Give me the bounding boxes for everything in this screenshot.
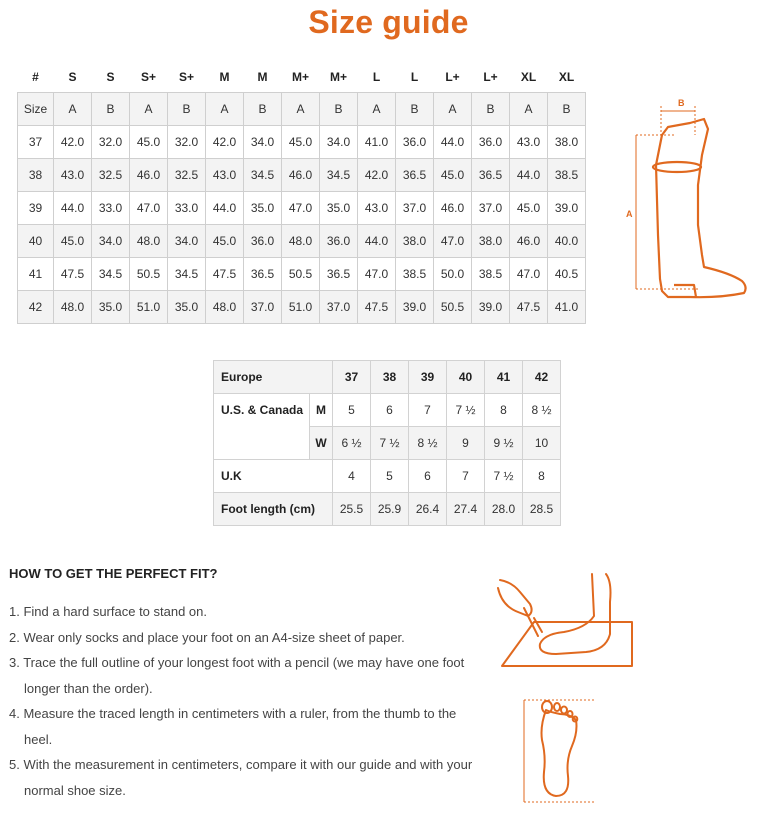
us-men-cell: 7 ½ (447, 394, 485, 427)
measurement-cell: 48.0 (282, 225, 320, 258)
measurement-cell: 38.0 (472, 225, 510, 258)
us-women-cell: 9 ½ (485, 427, 523, 460)
measurement-cell: A (206, 93, 244, 126)
measurement-cell: B (320, 93, 358, 126)
fit-step: 2. Wear only socks and place your foot on an A4-size sheet of paper. (9, 629, 405, 645)
measurement-cell: A (434, 93, 472, 126)
measurement-cell: 39.0 (396, 291, 434, 324)
measurement-cell: 34.5 (244, 159, 282, 192)
measurement-cell: 36.0 (396, 126, 434, 159)
foot-length-label: Foot length (cm) (214, 493, 333, 526)
measurement-cell: 33.0 (168, 192, 206, 225)
measurement-cell: 47.0 (130, 192, 168, 225)
europe-cell: 42 (523, 361, 561, 394)
measurement-cell: 44.0 (434, 126, 472, 159)
measurement-cell: 45.0 (434, 159, 472, 192)
measurement-cell: 43.0 (358, 192, 396, 225)
measurement-cell: 51.0 (130, 291, 168, 324)
size-label-cell: 37 (18, 126, 54, 159)
measurement-cell: 41.0 (358, 126, 396, 159)
model-column-header: L+ (483, 69, 498, 84)
model-column-header: S (68, 69, 77, 84)
measurement-cell: 46.0 (282, 159, 320, 192)
europe-cell: 41 (485, 361, 523, 394)
size-label-cell: 41 (18, 258, 54, 291)
measurement-cell: 45.0 (510, 192, 548, 225)
measurement-cell: 42.0 (54, 126, 92, 159)
shoe-size-conversion-table (213, 360, 561, 526)
foot-length-cell: 28.5 (523, 493, 561, 526)
men-label: M (310, 394, 333, 427)
measurement-cell: 36.0 (320, 225, 358, 258)
model-column-header: XL (520, 69, 537, 84)
measurement-cell: 47.0 (282, 192, 320, 225)
measurement-cell: 40.0 (548, 225, 586, 258)
measurement-cell: 32.5 (168, 159, 206, 192)
us-canada-label: U.S. & Canada (214, 394, 310, 460)
uk-cell: 8 (523, 460, 561, 493)
us-men-cell: 7 (409, 394, 447, 427)
boot-diagram (620, 95, 755, 305)
size-label-cell: 39 (18, 192, 54, 225)
measurement-cell: 47.0 (510, 258, 548, 291)
measurement-cell: 36.0 (244, 225, 282, 258)
boot-outline (653, 119, 746, 297)
measurement-cell: 50.5 (434, 291, 472, 324)
measurement-cell: 35.0 (320, 192, 358, 225)
model-column-header: S (106, 69, 115, 84)
measurement-cell: B (244, 93, 282, 126)
page-title: Size guide (308, 4, 469, 40)
europe-cell: 38 (371, 361, 409, 394)
measurement-cell: 37.0 (244, 291, 282, 324)
model-column-header: M (257, 69, 268, 84)
foot-length-cell: 28.0 (485, 493, 523, 526)
foot-length-cell: 27.4 (447, 493, 485, 526)
measurement-cell: 44.0 (54, 192, 92, 225)
measurement-cell: 43.0 (54, 159, 92, 192)
measurement-cell: 43.0 (510, 126, 548, 159)
measurement-cell: 45.0 (282, 126, 320, 159)
measurement-cell: 50.5 (130, 258, 168, 291)
size-row (18, 159, 586, 192)
us-men-cell: 8 ½ (523, 394, 561, 427)
measurement-cell: 38.5 (396, 258, 434, 291)
model-column-header: M+ (291, 69, 309, 84)
measurement-cell: 39.0 (548, 192, 586, 225)
europe-label: Europe (214, 361, 333, 394)
measurement-cell: 47.5 (54, 258, 92, 291)
measurement-cell: 46.0 (434, 192, 472, 225)
measurement-cell: 48.0 (130, 225, 168, 258)
size-label-cell: 40 (18, 225, 54, 258)
fit-step: 4. Measure the traced length in centimeters with a ruler, from the thumb to the heel. (9, 706, 457, 747)
measurement-cell: B (548, 93, 586, 126)
measurement-cell: 32.0 (168, 126, 206, 159)
size-row (18, 258, 586, 291)
measurement-cell: 36.5 (396, 159, 434, 192)
us-men-cell: 8 (485, 394, 523, 427)
foot-length-row (214, 493, 561, 526)
measurement-cell: 37.0 (396, 192, 434, 225)
measurement-cell: 46.0 (510, 225, 548, 258)
uk-row (214, 460, 561, 493)
foot-sole-outline (542, 701, 578, 796)
measurement-cell: 43.0 (206, 159, 244, 192)
size-row (18, 126, 586, 159)
foot-shape (540, 574, 611, 654)
measurement-cell: 46.0 (130, 159, 168, 192)
measurement-cell: 34.5 (320, 159, 358, 192)
measurement-cell: B (92, 93, 130, 126)
measurement-cell: A (510, 93, 548, 126)
size-table-header (18, 61, 586, 93)
boot-size-table (17, 61, 586, 324)
measurement-cell: B (396, 93, 434, 126)
measurement-cell: 33.0 (92, 192, 130, 225)
hand-shape (498, 580, 532, 616)
size-column-header: # (32, 69, 39, 84)
model-column-header: L (372, 69, 381, 84)
foot-length-cell: 26.4 (409, 493, 447, 526)
measure-label-row (18, 93, 586, 126)
measurement-cell: 42.0 (206, 126, 244, 159)
uk-cell: 6 (409, 460, 447, 493)
boot-label-a: A (626, 209, 633, 219)
measurement-cell: 34.0 (92, 225, 130, 258)
fit-section-title: HOW TO GET THE PERFECT FIT? (9, 566, 218, 581)
fit-steps-list (9, 599, 479, 803)
europe-cell: 37 (333, 361, 371, 394)
size-row (18, 291, 586, 324)
measurement-cell: A (130, 93, 168, 126)
measurement-cell: 34.0 (168, 225, 206, 258)
size-label-cell: 42 (18, 291, 54, 324)
measurement-cell: 45.0 (54, 225, 92, 258)
measurement-cell: 45.0 (206, 225, 244, 258)
us-women-cell: 10 (523, 427, 561, 460)
boot-label-b: B (678, 98, 685, 108)
measurement-cell: 47.0 (434, 225, 472, 258)
women-label: W (310, 427, 333, 460)
measurement-cell: 37.0 (320, 291, 358, 324)
measurement-cell: 32.0 (92, 126, 130, 159)
measurement-cell: 39.0 (472, 291, 510, 324)
measurement-cell: 47.5 (206, 258, 244, 291)
measurement-cell: 42.0 (358, 159, 396, 192)
europe-row (214, 361, 561, 394)
us-men-row (214, 394, 561, 427)
measurement-cell: 44.0 (358, 225, 396, 258)
measurement-cell: A (54, 93, 92, 126)
measurement-cell: 47.0 (358, 258, 396, 291)
measurement-cell: 44.0 (510, 159, 548, 192)
uk-label: U.K (214, 460, 333, 493)
europe-cell: 39 (409, 361, 447, 394)
measurement-cell: 45.0 (130, 126, 168, 159)
measurement-cell: 36.5 (472, 159, 510, 192)
model-column-header: L (410, 69, 419, 84)
measurement-cell: 50.5 (282, 258, 320, 291)
measurement-cell: 36.0 (472, 126, 510, 159)
foot-length-cell: 25.9 (371, 493, 409, 526)
size-row (18, 225, 586, 258)
us-women-cell: 8 ½ (409, 427, 447, 460)
size-label-cell: Size (18, 93, 54, 126)
uk-cell: 7 ½ (485, 460, 523, 493)
uk-cell: 4 (333, 460, 371, 493)
measurement-cell: 48.0 (54, 291, 92, 324)
measurement-cell: 51.0 (282, 291, 320, 324)
fit-step: 5. With the measurement in centimeters, compare it with our guide and with your normal shoe size. (9, 757, 473, 798)
measurement-cell: 35.0 (244, 192, 282, 225)
measurement-cell: 41.0 (548, 291, 586, 324)
measurement-cell: 44.0 (206, 192, 244, 225)
model-column-header: M (219, 69, 230, 84)
measurement-cell: 36.5 (244, 258, 282, 291)
uk-cell: 7 (447, 460, 485, 493)
measurement-cell: 40.5 (548, 258, 586, 291)
europe-cell: 40 (447, 361, 485, 394)
fit-step: 3. Trace the full outline of your longest foot with a pencil (we may have one foot longer than the order). (9, 655, 465, 696)
measurement-cell: 38.0 (396, 225, 434, 258)
us-women-cell: 6 ½ (333, 427, 371, 460)
us-men-cell: 5 (333, 394, 371, 427)
paper-sheet (502, 622, 632, 666)
fit-step: 1. Find a hard surface to stand on. (9, 604, 208, 619)
measurement-cell: 47.5 (510, 291, 548, 324)
measurement-cell: 48.0 (206, 291, 244, 324)
measurement-cell: 36.5 (320, 258, 358, 291)
measurement-cell: 50.0 (434, 258, 472, 291)
size-label-cell: 38 (18, 159, 54, 192)
foot-length-cell: 25.5 (333, 493, 371, 526)
measurement-cell: 34.0 (320, 126, 358, 159)
measurement-cell: 47.5 (358, 291, 396, 324)
measurement-cell: A (282, 93, 320, 126)
measurement-cell: 34.0 (244, 126, 282, 159)
measurement-cell: B (472, 93, 510, 126)
us-women-cell: 7 ½ (371, 427, 409, 460)
foot-tracing-illustration (494, 572, 636, 672)
measurement-cell: 35.0 (92, 291, 130, 324)
uk-cell: 5 (371, 460, 409, 493)
measurement-cell: 34.5 (168, 258, 206, 291)
size-row (18, 192, 586, 225)
us-women-cell: 9 (447, 427, 485, 460)
model-column-header: M+ (329, 69, 347, 84)
model-column-header: L+ (445, 69, 460, 84)
model-column-header: XL (558, 69, 575, 84)
measurement-cell: 37.0 (472, 192, 510, 225)
model-column-header: S+ (140, 69, 156, 84)
measurement-cell: 38.5 (472, 258, 510, 291)
measurement-cell: 38.5 (548, 159, 586, 192)
measurement-cell: 32.5 (92, 159, 130, 192)
measurement-cell: A (358, 93, 396, 126)
measurement-cell: 34.5 (92, 258, 130, 291)
measurement-cell: 35.0 (168, 291, 206, 324)
measurement-cell: 38.0 (548, 126, 586, 159)
model-column-header: S+ (178, 69, 194, 84)
foot-measure-illustration (520, 696, 598, 806)
measurement-cell: B (168, 93, 206, 126)
us-men-cell: 6 (371, 394, 409, 427)
